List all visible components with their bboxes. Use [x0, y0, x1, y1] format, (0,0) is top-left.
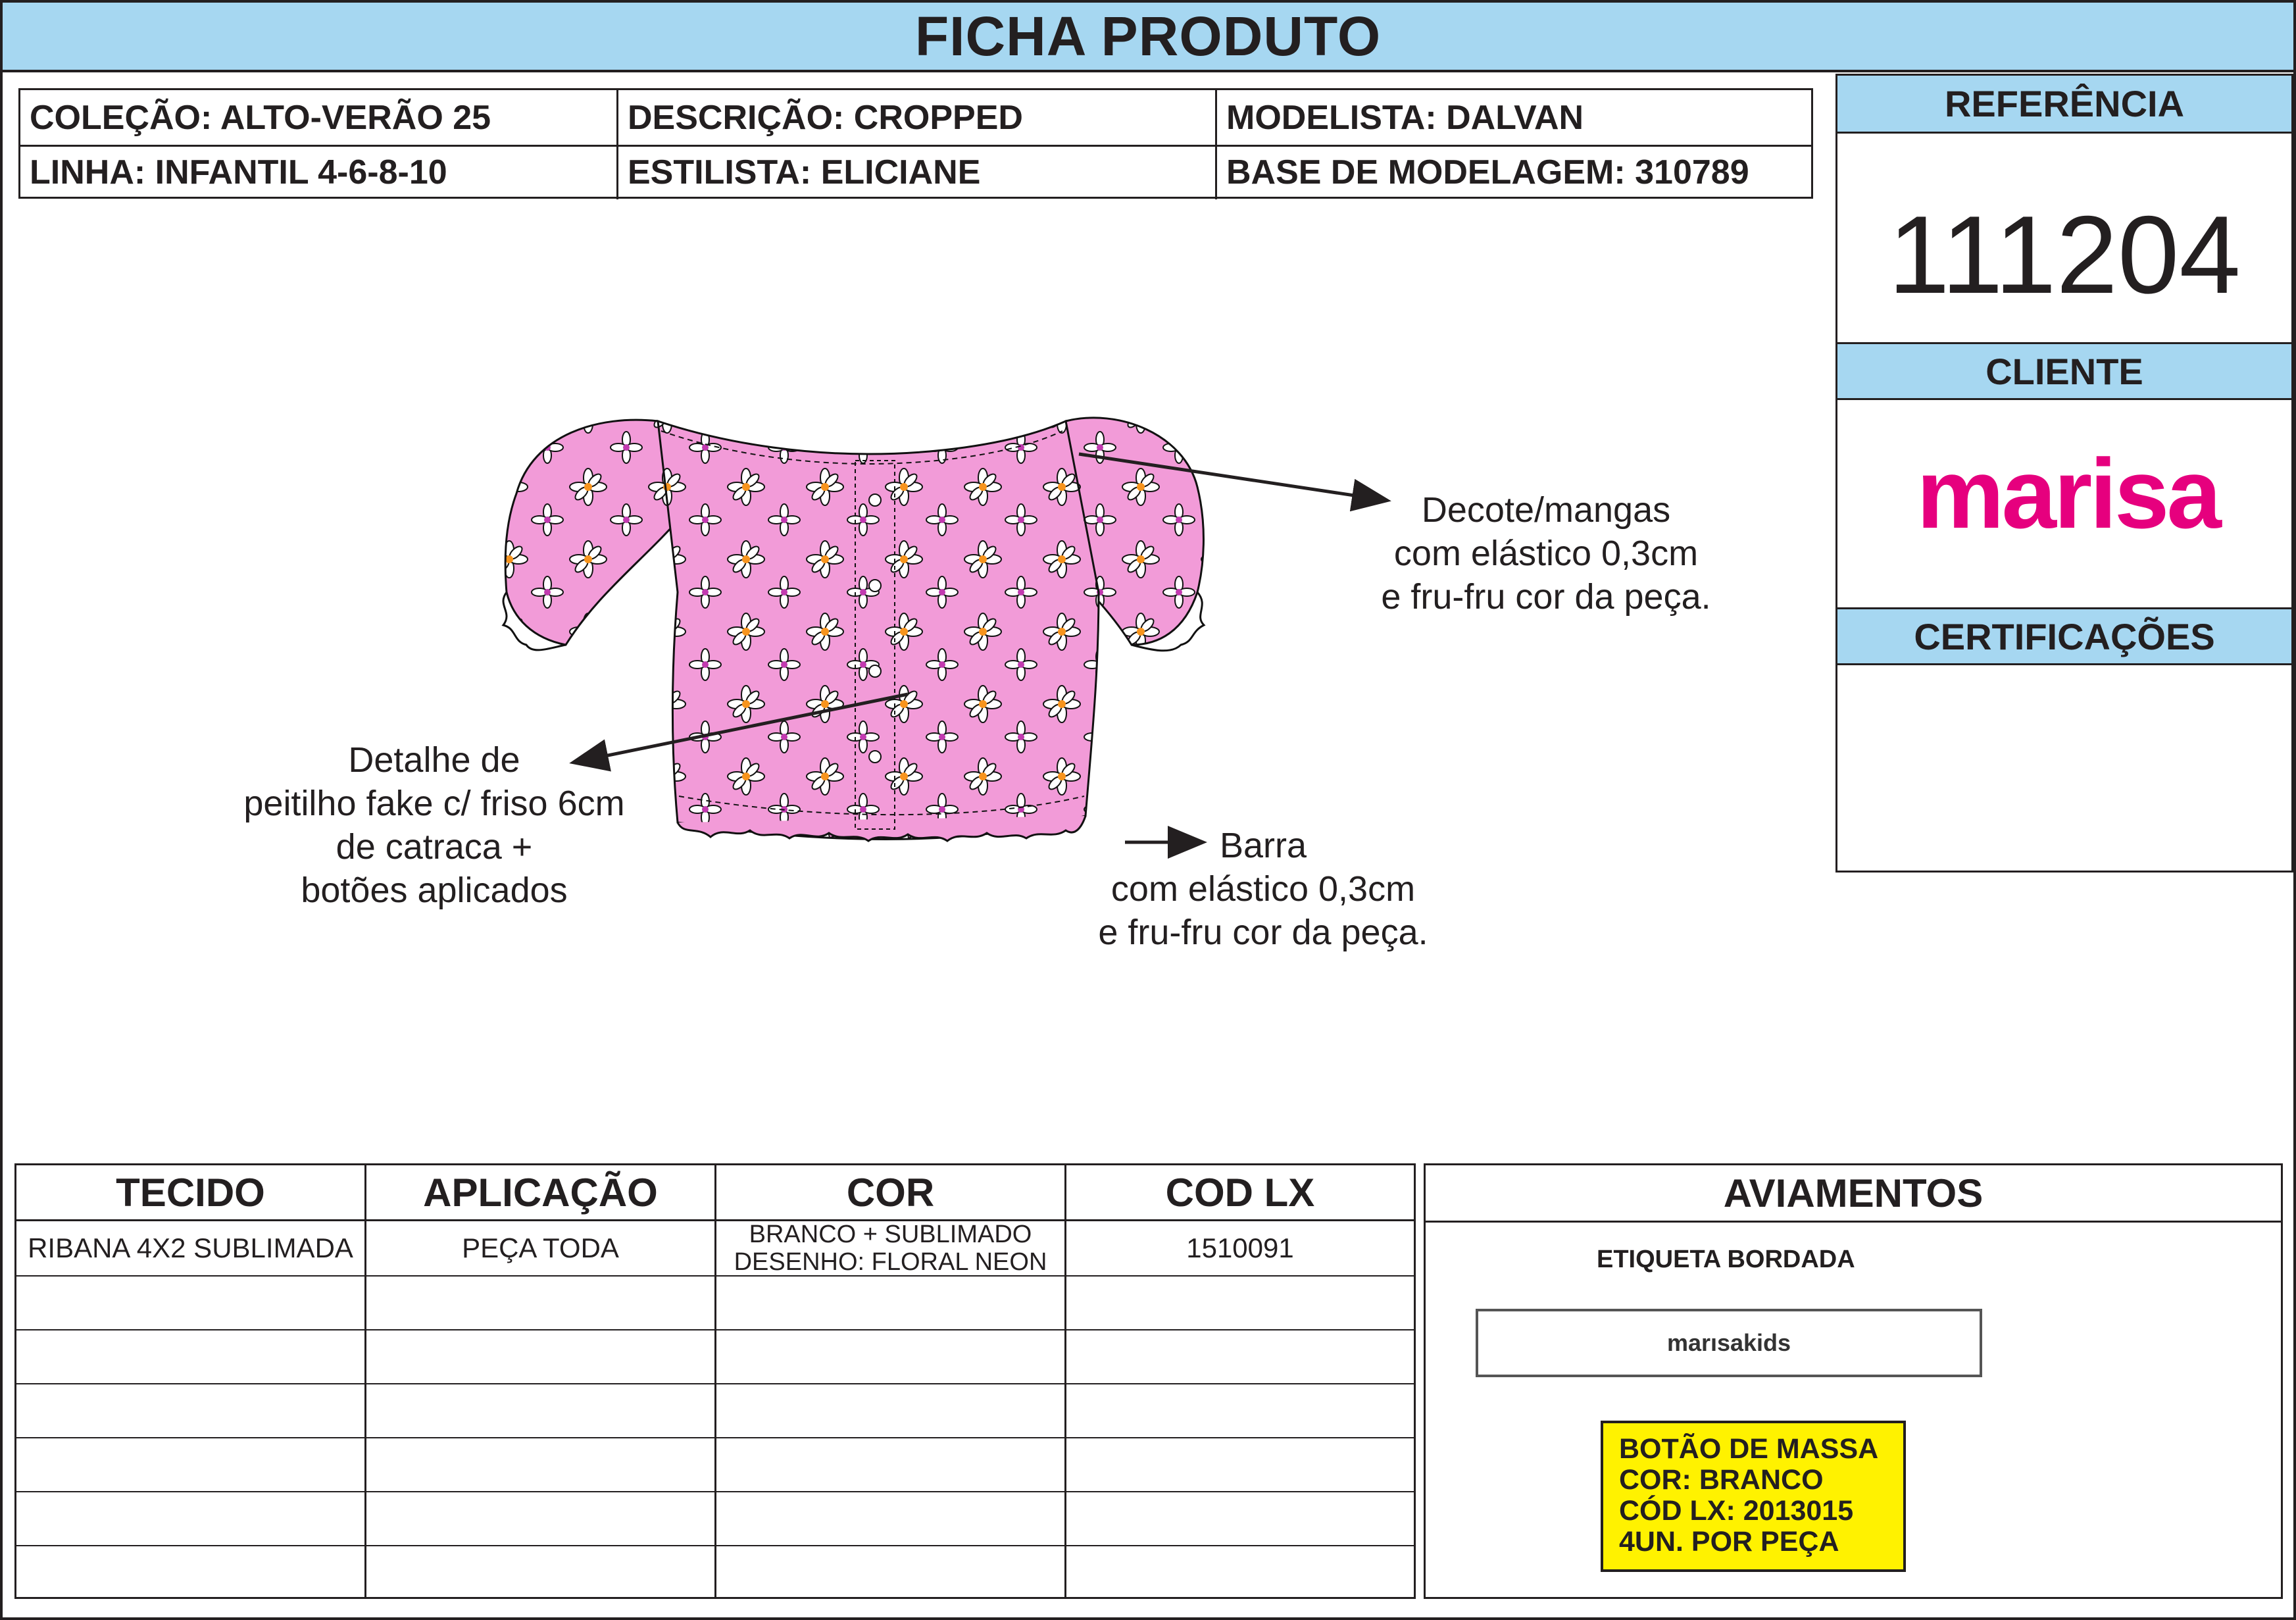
note-line: 4UN. POR PEÇA	[1619, 1526, 1839, 1557]
table-cell	[366, 1545, 716, 1599]
table-row	[16, 1491, 1414, 1546]
column-header: COR	[716, 1165, 1066, 1219]
table-cell	[716, 1383, 1066, 1437]
peitilho-callout	[211, 738, 658, 912]
callout-line: botões aplicados	[301, 871, 568, 910]
table-row	[16, 1221, 1414, 1277]
table-cell	[16, 1329, 366, 1383]
table-cell	[1066, 1437, 1414, 1491]
table-cell	[1066, 1491, 1414, 1545]
column-header: COD LX	[1165, 1170, 1315, 1215]
modelista-field: MODELISTA: DALVAN	[1226, 98, 1584, 137]
note-line: COR: BRANCO	[1619, 1464, 1824, 1496]
table-cell	[366, 1491, 716, 1545]
decote-arrow	[1079, 454, 1385, 500]
table-cell	[16, 1383, 366, 1437]
fabric-table	[14, 1163, 1416, 1599]
page-title: FICHA PRODUTO	[3, 3, 2293, 72]
etiqueta-label	[1476, 1309, 1982, 1377]
table-cell	[366, 1437, 716, 1491]
table-cell	[366, 1383, 716, 1437]
estilista-field: ESTILISTA: ELICIANE	[618, 145, 1217, 199]
note-line: BOTÃO DE MASSA	[1619, 1433, 1879, 1465]
cliente-heading: CLIENTE	[1837, 342, 2291, 400]
column-header: TECIDO	[16, 1165, 366, 1219]
button-spec-note	[1601, 1421, 1906, 1572]
fabric-table-header	[16, 1165, 1414, 1221]
reference-number: 111204	[1888, 192, 2241, 316]
table-cell	[16, 1275, 366, 1329]
referencia-heading: REFERÊNCIA	[1837, 76, 2291, 134]
callout-line: e fru-fru cor da peça.	[1381, 577, 1711, 617]
marisa-kids-logo: marısakids	[1666, 1329, 1791, 1356]
callout-line: e fru-fru cor da peça.	[1098, 913, 1428, 952]
client-logo: marisa	[1916, 438, 2219, 549]
aviamentos-panel	[1424, 1163, 2283, 1599]
barra-callout	[1072, 824, 1454, 954]
table-cell	[1066, 1545, 1414, 1599]
colecao-field: COLEÇÃO: ALTO-VERÃO 25	[20, 90, 618, 145]
callout-line: com elástico 0,3cm	[1393, 534, 1699, 573]
table-cell	[716, 1437, 1066, 1491]
table-cell: PEÇA TODA	[366, 1221, 716, 1275]
table-cell	[16, 1491, 366, 1545]
table-cell	[716, 1491, 1066, 1545]
aviamentos-heading: AVIAMENTOS	[1426, 1165, 2281, 1223]
table-cell	[1066, 1383, 1414, 1437]
table-cell	[716, 1545, 1066, 1599]
callout-line: de catraca +	[336, 827, 533, 867]
base-modelagem-field: BASE DE MODELAGEM: 310789	[1226, 153, 1749, 191]
certificacoes-heading: CERTIFICAÇÕES	[1837, 607, 2291, 665]
table-cell: 1510091	[1186, 1232, 1294, 1263]
column-header: APLICAÇÃO	[366, 1165, 716, 1219]
table-row	[16, 1275, 1414, 1330]
descricao-field: DESCRIÇÃO: CROPPED	[618, 90, 1217, 145]
table-cell	[16, 1437, 366, 1491]
table-cell	[1066, 1275, 1414, 1329]
table-row	[16, 1545, 1414, 1599]
callout-line: peitilho fake c/ friso 6cm	[243, 784, 625, 823]
table-cell	[716, 1275, 1066, 1329]
table-cell	[366, 1275, 716, 1329]
note-line: CÓD LX: 2013015	[1619, 1495, 1854, 1527]
table-cell: RIBANA 4X2 SUBLIMADA	[16, 1221, 366, 1275]
callout-line: Detalhe de	[348, 740, 520, 780]
table-cell	[716, 1329, 1066, 1383]
callout-line: Barra	[1219, 826, 1307, 865]
callout-line: Decote/mangas	[1421, 490, 1671, 530]
linha-field: LINHA: INFANTIL 4-6-8-10	[20, 145, 618, 199]
table-cell	[16, 1545, 366, 1599]
table-row	[16, 1437, 1414, 1492]
table-cell: BRANCO + SUBLIMADO DESENHO: FLORAL NEON	[716, 1221, 1066, 1275]
table-cell	[1066, 1329, 1414, 1383]
decote-callout	[1355, 488, 1737, 619]
table-row	[16, 1329, 1414, 1384]
table-row	[16, 1383, 1414, 1438]
callout-line: com elástico 0,3cm	[1111, 869, 1416, 909]
table-cell	[366, 1329, 716, 1383]
etiqueta-title: ETIQUETA BORDADA	[1597, 1246, 1855, 1273]
